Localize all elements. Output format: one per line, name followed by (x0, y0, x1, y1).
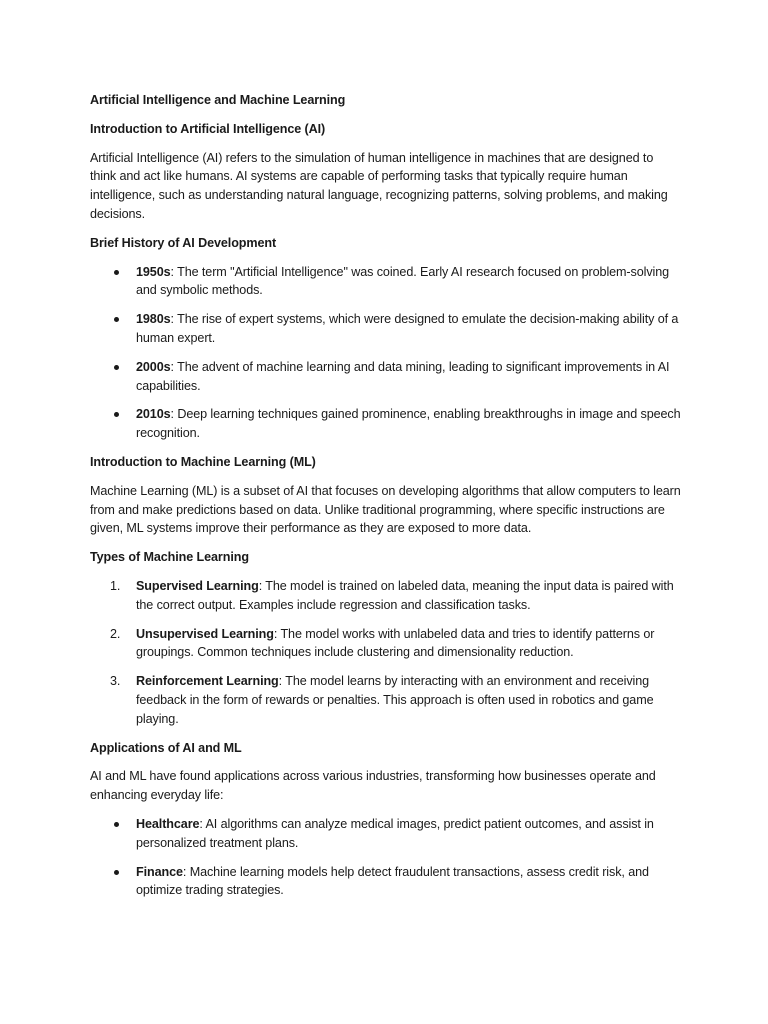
list-item-text: : The model works with unlabeled data and tries to identify patterns or groupings. Common techniques include clustering and dimensionality reduction. (136, 626, 655, 660)
document-title: Artificial Intelligence and Machine Learning (90, 93, 346, 107)
list-item-term: Supervised Learning (136, 578, 259, 593)
list-item-number: 1. (110, 578, 121, 593)
section-heading-types: Types of Machine Learning (90, 550, 249, 565)
history-list (90, 263, 682, 443)
list-item (90, 577, 682, 615)
list-item-text: : The model learns by interacting with an environment and receiving feedback in the form of rewards or penalties. This approach is often used in robotics and game playing. (136, 674, 654, 726)
list-item (90, 310, 682, 348)
list-item-term: Finance (136, 864, 183, 879)
bullet-icon (114, 412, 119, 417)
list-item (90, 863, 682, 901)
bullet-icon (114, 822, 119, 827)
paragraph-intro-ml: Machine Learning (ML) is a subset of AI that focuses on developing algorithms that allow computers to learn from and make predictions based on data. Unlike traditional programming, where specific instructions are given, ML systems improve their performance as they are exposed to more data. (90, 483, 681, 536)
document-page (90, 91, 682, 910)
list-item (90, 263, 682, 301)
list-item-term: Healthcare (136, 816, 200, 831)
list-item-number: 3. (110, 674, 121, 689)
section-heading-history: Brief History of AI Development (90, 235, 277, 250)
list-item-term: 1950s (136, 264, 171, 279)
list-item-term: 2010s (136, 407, 171, 422)
list-item-text: : Machine learning models help detect fraudulent transactions, assess credit risk, and optimize trading strategies. (136, 864, 649, 898)
list-item-text: : Deep learning techniques gained prominence, enabling breakthroughs in image and speech recognition. (136, 407, 681, 441)
list-item (90, 672, 682, 728)
list-item-term: 1980s (136, 312, 171, 327)
section-heading-applications: Applications of AI and ML (90, 740, 242, 755)
paragraph-intro-ai: Artificial Intelligence (AI) refers to the simulation of human intelligence in machines that are designed to think and act like humans. AI systems are capable of performing tasks that typically require human intelligence, such as understanding natural language, recognizing patterns, solving problems, and making decisions. (90, 150, 668, 221)
list-item-term: Unsupervised Learning (136, 626, 274, 641)
bullet-icon (114, 270, 119, 275)
list-item-text: : The model is trained on labeled data, meaning the input data is paired with the correct output. Examples include regression and classification tasks. (136, 578, 674, 612)
section-heading-intro-ml: Introduction to Machine Learning (ML) (90, 454, 316, 469)
list-item (90, 358, 682, 396)
bullet-icon (114, 317, 119, 322)
paragraph-applications: AI and ML have found applications across various industries, transforming how businesses operate and enhancing everyday life: (90, 769, 656, 803)
bullet-icon (114, 365, 119, 370)
list-item-text: : AI algorithms can analyze medical images, predict patient outcomes, and assist in personalized treatment plans. (136, 816, 654, 850)
bullet-icon (114, 870, 119, 875)
list-item-number: 2. (110, 626, 121, 641)
list-item-text: : The rise of expert systems, which were designed to emulate the decision-making ability of a human expert. (136, 312, 679, 345)
list-item-term: Reinforcement Learning (136, 674, 279, 689)
list-item (90, 815, 682, 853)
list-item-term: 2000s (136, 359, 171, 374)
list-item (90, 625, 682, 663)
types-list (90, 577, 682, 729)
section-heading-intro-ai: Introduction to Artificial Intelligence (AI) (90, 121, 326, 136)
list-item-text: : The advent of machine learning and data mining, leading to significant improvements in AI capabilities. (136, 359, 670, 393)
applications-list (90, 815, 682, 900)
list-item-text: : The term "Artificial Intelligence" was coined. Early AI research focused on problem-solving and symbolic methods. (136, 264, 670, 298)
list-item (90, 405, 682, 443)
